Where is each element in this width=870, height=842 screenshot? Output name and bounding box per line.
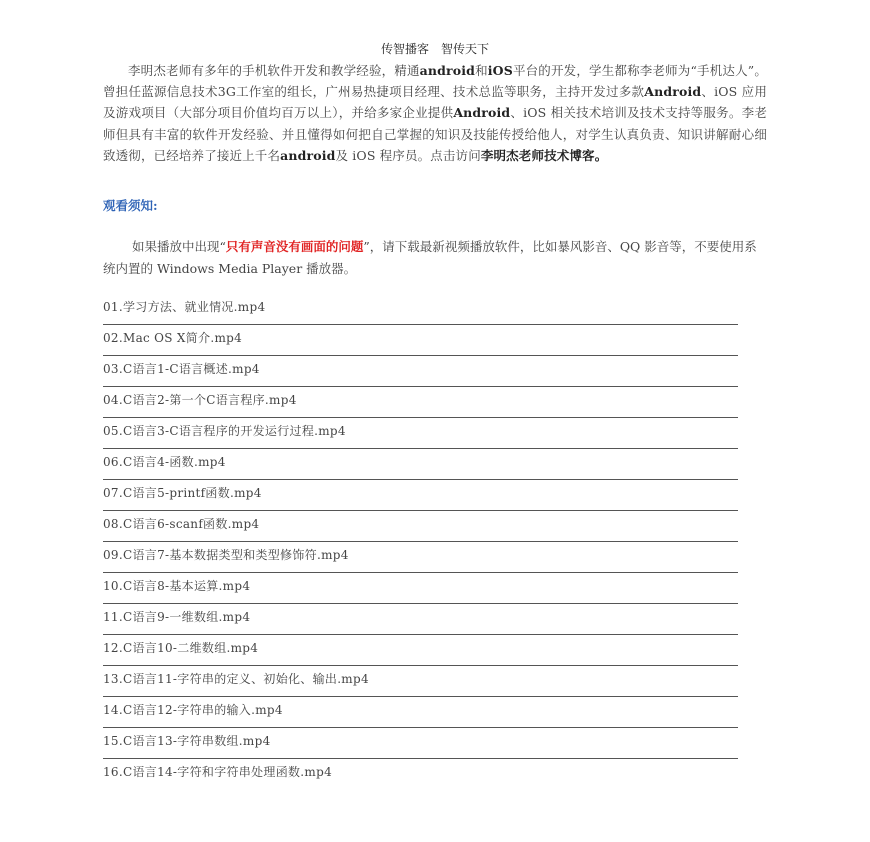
- video-file-list: [103, 294, 738, 790]
- list-item: [103, 635, 738, 666]
- video-file-link[interactable]: 01.学习方法、就业情况.mp4: [103, 300, 266, 314]
- intro-keyword-android-4: android: [280, 147, 336, 163]
- video-file-link[interactable]: 07.C语言5-printf函数.mp4: [103, 486, 262, 500]
- list-item: [103, 511, 738, 542]
- list-item: [103, 356, 738, 387]
- video-file-link[interactable]: 06.C语言4-函数.mp4: [103, 455, 226, 469]
- intro-text-4: 、iOS 应用及游戏项目（大部分项目价值均百万以上），并给多家企业提供: [103, 84, 767, 121]
- page-title: 传智播客 智传天下: [380, 42, 489, 56]
- intro-paragraph: [103, 60, 767, 166]
- video-file-link[interactable]: 15.C语言13-字符串数组.mp4: [103, 734, 271, 748]
- notice-highlight: 只有声音没有画面的问题: [225, 239, 364, 254]
- list-item: [103, 418, 738, 449]
- notice-text-before: 如果播放中出现“: [132, 239, 226, 254]
- list-item: [103, 325, 738, 356]
- video-file-link[interactable]: 10.C语言8-基本运算.mp4: [103, 579, 251, 593]
- list-item: [103, 294, 738, 325]
- video-file-link[interactable]: 16.C语言14-字符和字符串处理函数.mp4: [103, 765, 333, 779]
- intro-keyword-android-3: Android: [453, 105, 511, 121]
- intro-text-6: 及 iOS 程序员。点击访问: [335, 147, 481, 163]
- list-item: [103, 666, 738, 697]
- video-file-link[interactable]: 05.C语言3-C语言程序的开发运行过程.mp4: [103, 424, 346, 438]
- list-item: [103, 573, 738, 604]
- notice-text-after: ”，请下载最新视频播放软件，比如暴风影音、QQ 影音等，不要使用系统内置的 Windows Media Player 播放器。: [103, 239, 757, 276]
- intro-text-5: 、iOS 相关技术培训及技术支持等服务。李老师但具有丰富的软件开发经验、并且懂得如何把自己掌握的知识及技能传授给他人，对学生认真负责、知识讲解耐心细致透彻，已经培养了接近上千名: [103, 105, 767, 163]
- intro-keyword-android: android: [419, 63, 476, 78]
- notice-heading: 观看须知:: [103, 198, 158, 213]
- video-file-link[interactable]: 02.Mac OS X简介.mp4: [103, 331, 243, 345]
- video-file-link[interactable]: 14.C语言12-字符串的输入.mp4: [103, 703, 283, 717]
- video-file-link[interactable]: 08.C语言6-scanf函数.mp4: [103, 517, 260, 531]
- intro-text-3: 平台的开发，学生都称李老师为“手机达人”。曾担任蓝源信息技术3G工作室的组长，广州易热捷项目经理、技术总监等职务，主持开发过多款: [103, 63, 767, 100]
- intro-text-1: 李明杰老师有多年的手机软件开发和教学经验，精通: [128, 63, 420, 78]
- intro-keyword-ios: iOS: [487, 63, 513, 78]
- list-item: [103, 387, 738, 418]
- intro-keyword-android-2: Android: [644, 84, 702, 100]
- intro-text-2: 和: [475, 63, 488, 78]
- video-file-link[interactable]: 09.C语言7-基本数据类型和类型修饰符.mp4: [103, 548, 349, 562]
- list-item: [103, 480, 738, 511]
- video-file-link[interactable]: 03.C语言1-C语言概述.mp4: [103, 362, 260, 376]
- notice-paragraph: [103, 236, 767, 280]
- video-file-link[interactable]: 12.C语言10-二维数组.mp4: [103, 641, 259, 655]
- video-file-link[interactable]: 04.C语言2-第一个C语言程序.mp4: [103, 393, 297, 407]
- list-item: [103, 449, 738, 480]
- list-item: [103, 759, 738, 790]
- video-file-link[interactable]: 13.C语言11-字符串的定义、初始化、输出.mp4: [103, 672, 369, 686]
- list-item: [103, 697, 738, 728]
- list-item: [103, 728, 738, 759]
- blog-link[interactable]: 李明杰老师技术博客。: [480, 147, 608, 163]
- list-item: [103, 542, 738, 573]
- video-file-link[interactable]: 11.C语言9-一维数组.mp4: [103, 610, 251, 624]
- list-item: [103, 604, 738, 635]
